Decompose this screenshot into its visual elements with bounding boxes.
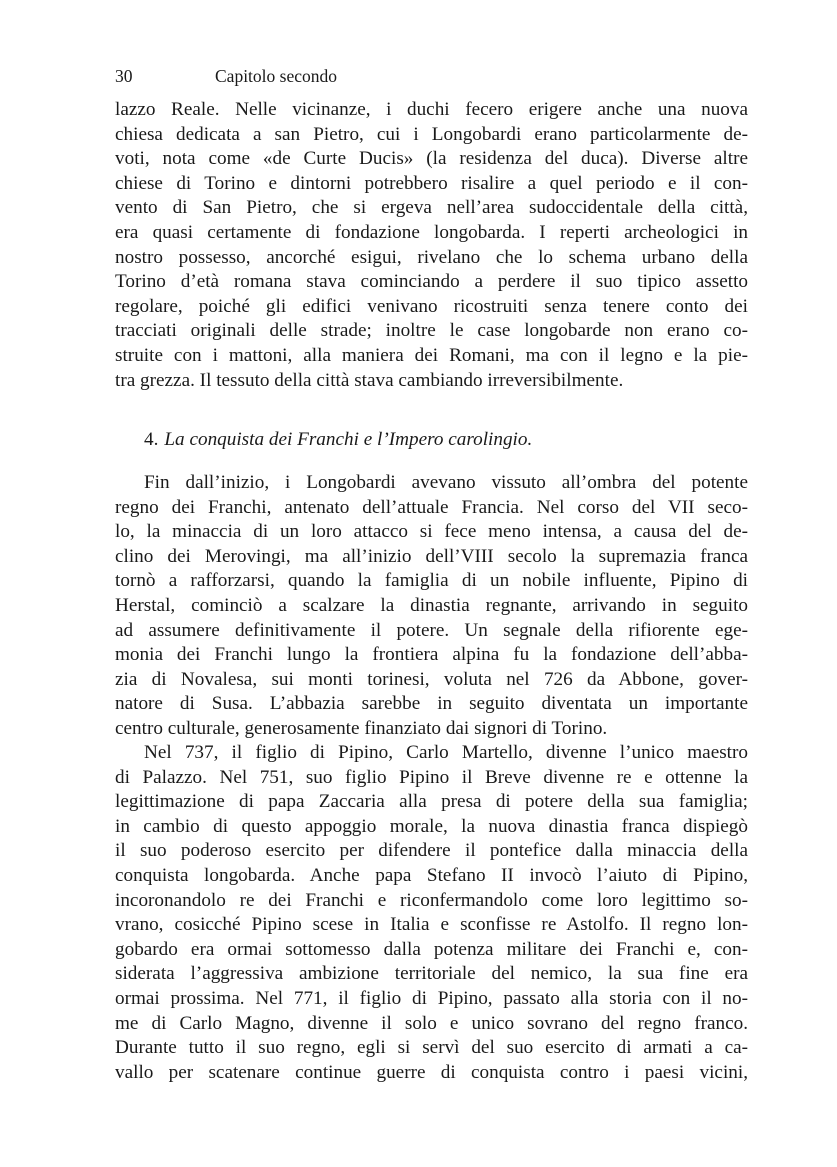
text-line: ormai prossima. Nel 771, il figlio di Pipino, passato alla storia con il no- bbox=[115, 987, 748, 1009]
text-line: chiesa dedicata a san Pietro, cui i Longobardi erano particolarmente de- bbox=[115, 123, 748, 145]
text-line: il suo poderoso esercito per difendere il pontefice dalla minaccia della bbox=[115, 840, 748, 862]
text-line: chiese di Torino e dintorni potrebbero risalire a quel periodo e il con- bbox=[115, 172, 748, 194]
text-line: regno dei Franchi, antenato dell’attuale Francia. Nel corso del VII seco- bbox=[115, 496, 748, 518]
text-line: Nel 737, il figlio di Pipino, Carlo Martello, divenne l’unico maestro bbox=[144, 742, 748, 763]
paragraph-3 bbox=[115, 741, 748, 1085]
text-line: centro culturale, generosamente finanziato dai signori di Torino. bbox=[115, 717, 608, 739]
text-line: clino dei Merovingi, ma all’inizio dell’VIII secolo la supremazia franca bbox=[115, 545, 748, 567]
text-line: legittimazione di papa Zaccaria alla presa di potere della sua famiglia; bbox=[115, 791, 748, 813]
text-line: Durante tutto il suo regno, egli si servì del suo esercito di armati a ca- bbox=[115, 1037, 748, 1059]
text-line: tra grezza. Il tessuto della città stava cambiando irreversibilmente. bbox=[115, 369, 624, 391]
text-line: zia di Novalesa, sui monti torinesi, voluta nel 726 da Abbone, gover- bbox=[115, 668, 748, 690]
text-line: Torino d’età romana stava cominciando a perdere il suo tipico assetto bbox=[115, 271, 748, 293]
text-line: gobardo era ormai sottomesso dalla potenza militare dei Franchi e, con- bbox=[115, 938, 748, 960]
text-line: siderata l’aggressiva ambizione territoriale del nemico, la sua fine era bbox=[115, 963, 748, 985]
chapter-title: Capitolo secondo bbox=[215, 66, 337, 86]
text-line: tornò a rafforzarsi, quando la famiglia di un nobile influente, Pipino di bbox=[115, 570, 748, 592]
paragraph-2 bbox=[115, 471, 748, 742]
section-title: La conquista dei Franchi e l’Impero carolingio. bbox=[164, 429, 533, 450]
text-line: tracciati originali delle strade; inoltre le case longobarde non erano co- bbox=[115, 320, 748, 342]
text-line: in cambio di questo appoggio morale, la nuova dinastia franca dispiegò bbox=[115, 815, 748, 837]
text-line: Fin dall’inizio, i Longobardi avevano vissuto all’ombra del potente bbox=[144, 472, 748, 493]
text-line: incoronandolo re dei Franchi e riconfermandolo come loro legittimo so- bbox=[115, 889, 748, 911]
text-line: me di Carlo Magno, divenne il solo e unico sovrano del regno franco. bbox=[115, 1012, 748, 1034]
section-number: 4. bbox=[144, 429, 159, 450]
text-line: vento di San Pietro, che si ergeva nell’area sudoccidentale della città, bbox=[115, 197, 748, 219]
running-head bbox=[115, 64, 755, 88]
text-line: Herstal, cominciò a scalzare la dinastia regnante, arrivando in seguito bbox=[115, 594, 748, 616]
paragraph-1 bbox=[115, 98, 748, 393]
text-line: ad assumere definitivamente il potere. Un segnale della rifiorente ege- bbox=[115, 619, 748, 641]
text-line: voti, nota come «de Curte Ducis» (la residenza del duca). Diverse altre bbox=[115, 148, 748, 170]
text-line: vrano, cosicché Pipino scese in Italia e sconfisse re Astolfo. Il regno lon- bbox=[115, 914, 748, 936]
text-line: nostro possesso, ancorché esigui, rivelano che lo schema urbano della bbox=[115, 246, 748, 268]
text-line: conquista longobarda. Anche papa Stefano II invocò l’aiuto di Pipino, bbox=[115, 864, 748, 886]
text-line: di Palazzo. Nel 751, suo figlio Pipino il Breve divenne re e ottenne la bbox=[115, 766, 748, 788]
text-line: monia dei Franchi lungo la frontiera alpina fu la fondazione dell’abba- bbox=[115, 644, 748, 666]
section-heading bbox=[144, 427, 532, 453]
text-line: vallo per scatenare continue guerre di conquista contro i paesi vicini, bbox=[115, 1061, 748, 1083]
text-line: lo, la minaccia di un loro attacco si fece meno intensa, a causa del de- bbox=[115, 521, 748, 543]
text-line: natore di Susa. L’abbazia sarebbe in seguito diventata un importante bbox=[115, 693, 748, 715]
text-line: lazzo Reale. Nelle vicinanze, i duchi fecero erigere anche una nuova bbox=[115, 99, 748, 120]
text-line: struite con i mattoni, alla maniera dei Romani, ma con il legno e la pie- bbox=[115, 344, 748, 366]
text-line: regolare, poiché gli edifici venivano ricostruiti senza tenere conto dei bbox=[115, 295, 748, 317]
text-line: era quasi certamente di fondazione longobarda. I reperti archeologici in bbox=[115, 221, 748, 243]
page-number: 30 bbox=[115, 66, 133, 86]
